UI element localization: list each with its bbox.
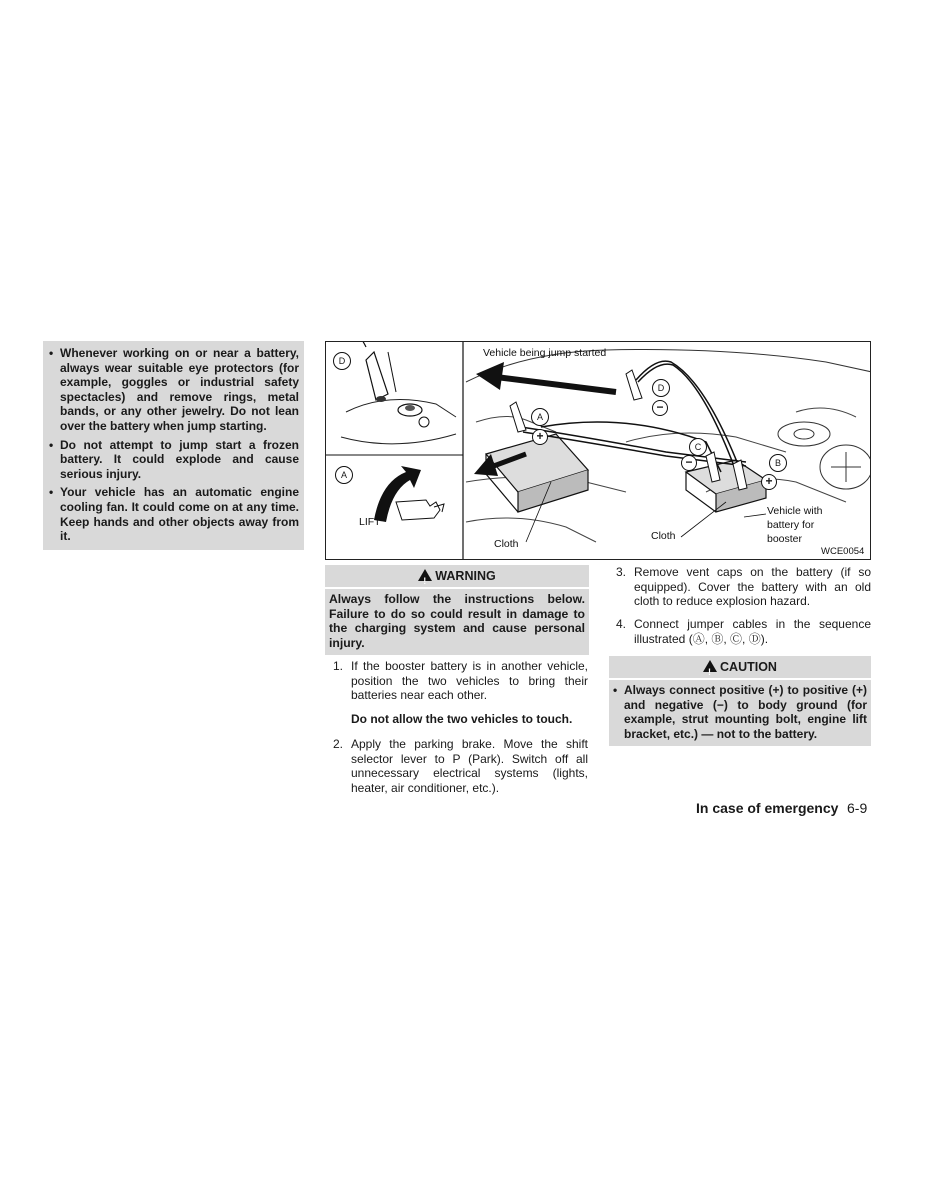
caution-bullet: • Always connect positive (+) to positive (+) and negative (−) to body ground (for example, strut mounting bolt, engine lift bracket, etc.) — not to the battery. xyxy=(613,683,867,741)
booster-vehicle-label: Vehicle with xyxy=(767,505,823,517)
caution-title: CAUTION xyxy=(720,660,777,674)
step-text: Remove vent caps on the battery (if so equipped). Cover the battery with an old cloth to reduce explosion hazard. xyxy=(634,565,871,609)
step-1-note: Do not allow the two vehicles to touch. xyxy=(351,712,573,726)
footer-section-title: In case of emergency xyxy=(696,800,839,816)
step-number: 3. xyxy=(616,565,627,579)
bullet-dot: • xyxy=(49,437,54,452)
step-number: 1. xyxy=(333,659,344,673)
step-1 xyxy=(333,659,588,703)
step-3 xyxy=(616,565,871,609)
warning-header xyxy=(325,565,589,587)
cloth-label: Cloth xyxy=(651,530,676,542)
bullet-dot: • xyxy=(613,683,618,697)
marker-d-detail: D xyxy=(333,352,351,370)
bullet-cooling-fan: • Your vehicle has an automatic engine cooling fan. It could come on at any time. Keep hands and other objects away from it. xyxy=(49,485,299,544)
warning-triangle-icon xyxy=(703,660,717,672)
step-text: Apply the parking brake. Move the shift selector lever to P (Park). Switch off all unnecessary electrical systems (lights, heater, air conditioner, etc.). xyxy=(351,737,588,795)
step-2 xyxy=(333,737,588,795)
booster-vehicle-label: battery for xyxy=(767,519,815,531)
step-number: 2. xyxy=(333,737,344,751)
cloth-label: Cloth xyxy=(494,538,519,550)
marker-d: D xyxy=(652,379,670,397)
jump-start-illustration xyxy=(325,341,871,560)
safety-bullet-box xyxy=(43,341,304,550)
step-4 xyxy=(616,617,871,646)
booster-vehicle-label: booster xyxy=(767,533,803,545)
marker-a: A xyxy=(531,408,549,426)
negative-symbol: − xyxy=(652,400,668,416)
step-text: If the booster battery is in another vehicle, position the two vehicles to bring their batteries near each other. xyxy=(351,659,588,703)
bullet-eye-protection: • Whenever working on or near a battery, always wear suitable eye protectors (for example, goggles or industrial safety spectacles) and remove rings, metal bands, or any other jewelry. Do not lean over the battery when jump starting. xyxy=(49,346,299,433)
bullet-dot: • xyxy=(49,485,54,500)
warning-body: Always follow the instructions below. Failure to do so could result in damage to the charging system and cause personal injury. xyxy=(325,589,589,655)
caution-header xyxy=(609,656,871,678)
footer-page-number: 6-9 xyxy=(847,800,868,816)
marker-a-detail: A xyxy=(335,466,353,484)
marker-b: B xyxy=(769,454,787,472)
figure-code: WCE0054 xyxy=(821,546,865,557)
lift-label: LIFT xyxy=(359,516,381,528)
caution-body xyxy=(609,680,871,746)
warning-title: WARNING xyxy=(435,569,496,583)
bullet-frozen-battery: • Do not attempt to jump start a frozen battery. It could explode and cause serious injury. xyxy=(49,437,299,481)
warning-triangle-icon xyxy=(418,569,432,581)
positive-symbol: + xyxy=(532,429,548,445)
negative-symbol: − xyxy=(681,455,697,471)
step-text: Connect jumper cables in the sequence illustrated (Ⓐ, Ⓑ, Ⓒ, Ⓓ). xyxy=(634,617,871,646)
bullet-dot: • xyxy=(49,346,54,360)
positive-symbol: + xyxy=(761,474,777,490)
vehicle-being-jump-started-label: Vehicle being jump started xyxy=(483,347,607,359)
step-number: 4. xyxy=(616,617,627,631)
marker-c: C xyxy=(689,438,707,456)
